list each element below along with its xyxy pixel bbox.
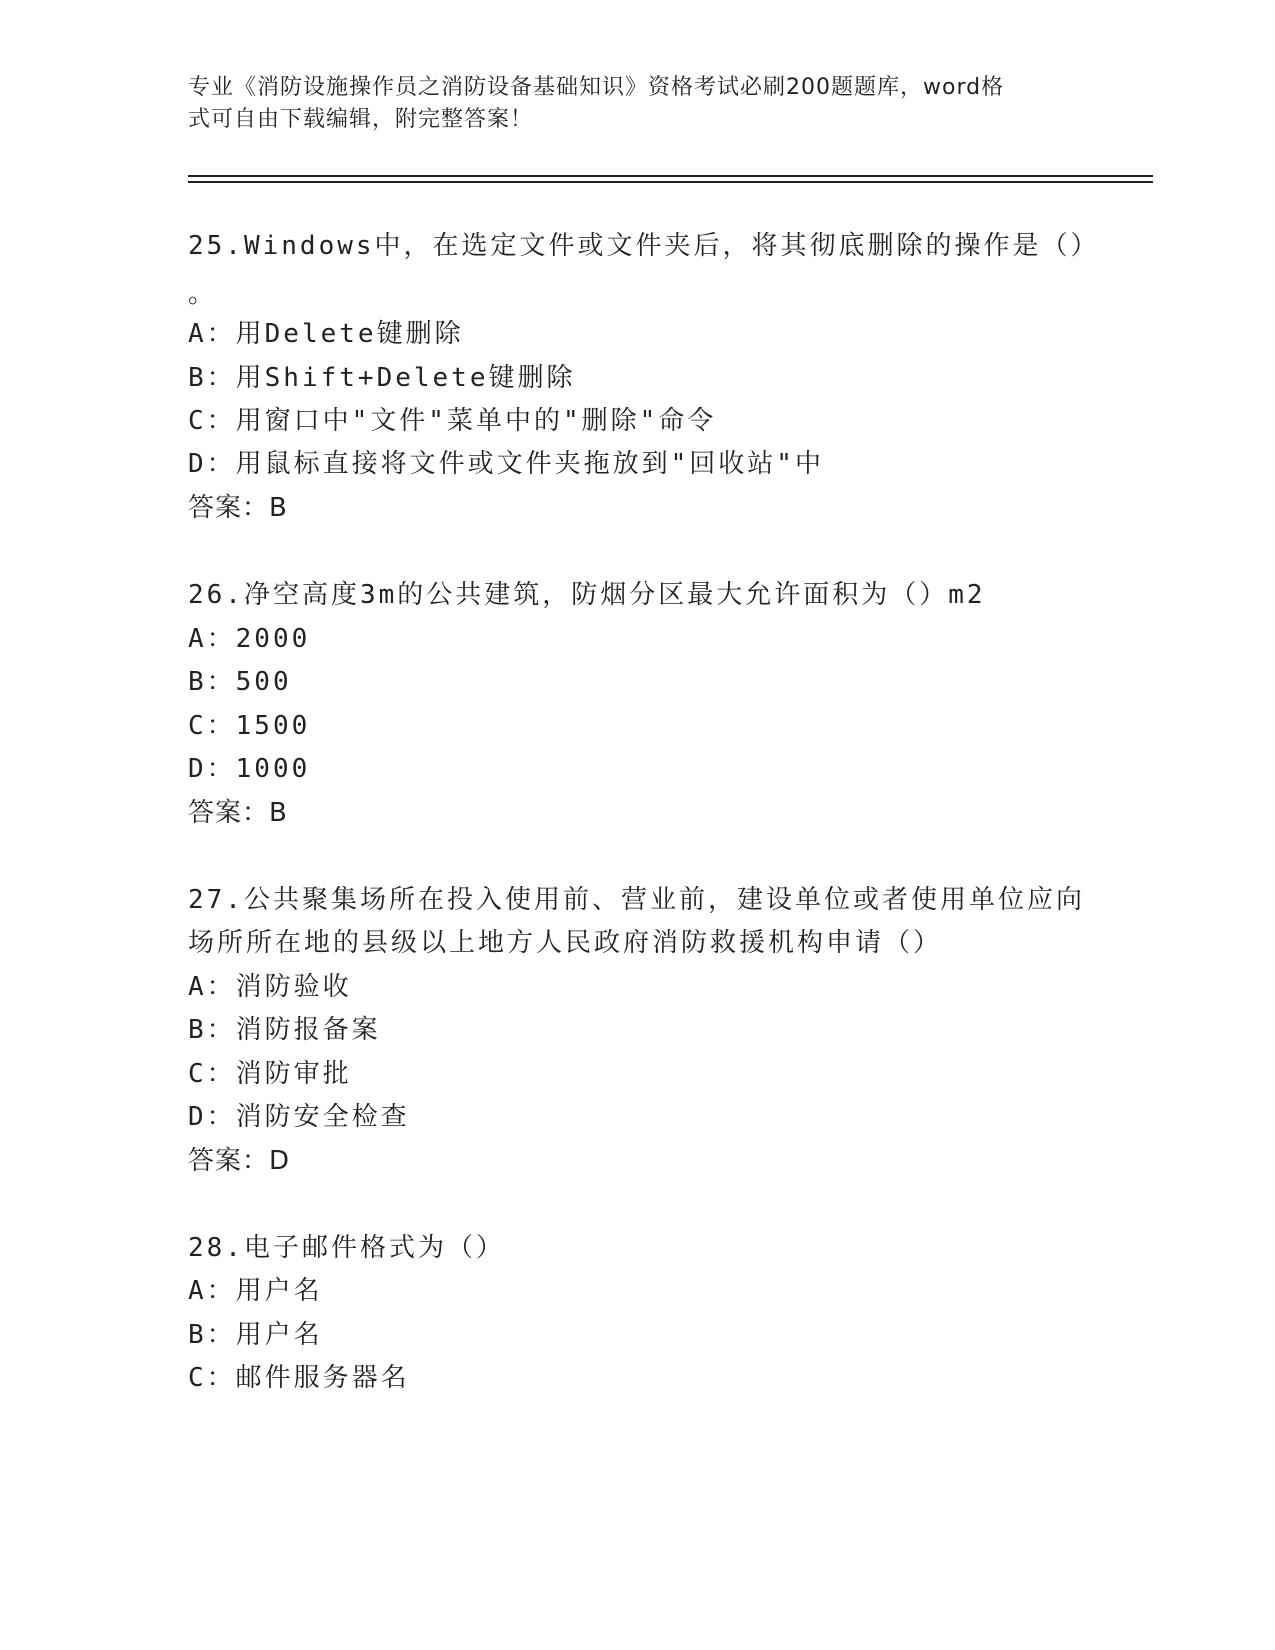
question-27-answer: 答案：D	[188, 1146, 291, 1176]
question-28-option-b: B：用户名	[188, 1320, 323, 1350]
question-27-option-d: D：消防安全检查	[188, 1102, 410, 1132]
question-27-option-b: B：消防报备案	[188, 1015, 381, 1045]
question-26-option-a: A：2000	[188, 624, 311, 654]
header-divider-top	[188, 175, 1153, 177]
question-25-option-b: B：用Shift+Delete键删除	[188, 363, 576, 393]
question-25-option-d: D：用鼠标直接将文件或文件夹拖放到"回收站"中	[188, 449, 824, 479]
question-27-option-a: A：消防验收	[188, 972, 352, 1002]
document-header	[188, 72, 1078, 136]
question-25-option-a: A：用Delete键删除	[188, 319, 464, 349]
question-28-option-a: A：用户名	[188, 1276, 323, 1306]
question-27-stem: 27.公共聚集场所在投入使用前、营业前，建设单位或者使用单位应向	[188, 885, 1085, 915]
question-26-option-b: B：500	[188, 667, 292, 697]
header-line-2: 式可自由下载编辑，附完整答案！	[188, 107, 534, 132]
header-line-1: 专业《消防设施操作员之消防设备基础知识》资格考试必刷200题题库，word格	[188, 75, 1005, 100]
header-divider-bottom	[188, 181, 1153, 183]
question-26-answer: 答案：B	[188, 798, 288, 828]
question-26-option-d: D：1000	[188, 754, 311, 784]
question-25-stem: 25.Windows中，在选定文件或文件夹后，将其彻底删除的操作是（）	[188, 231, 1100, 261]
question-25-answer: 答案：B	[188, 493, 288, 523]
question-28-option-c: C：邮件服务器名	[188, 1363, 410, 1393]
question-27-option-c: C：消防审批	[188, 1059, 352, 1089]
question-26-stem: 26.净空高度3m的公共建筑，防烟分区最大允许面积为（）m2	[188, 580, 986, 610]
question-25-stem-continued: 。	[188, 279, 218, 309]
question-25-option-c: C：用窗口中"文件"菜单中的"删除"命令	[188, 406, 717, 436]
question-28-stem: 28.电子邮件格式为（）	[188, 1233, 505, 1263]
question-27-stem-continued: 场所所在地的县级以上地方人民政府消防救援机构申请（）	[188, 928, 943, 958]
question-26-option-c: C：1500	[188, 711, 311, 741]
